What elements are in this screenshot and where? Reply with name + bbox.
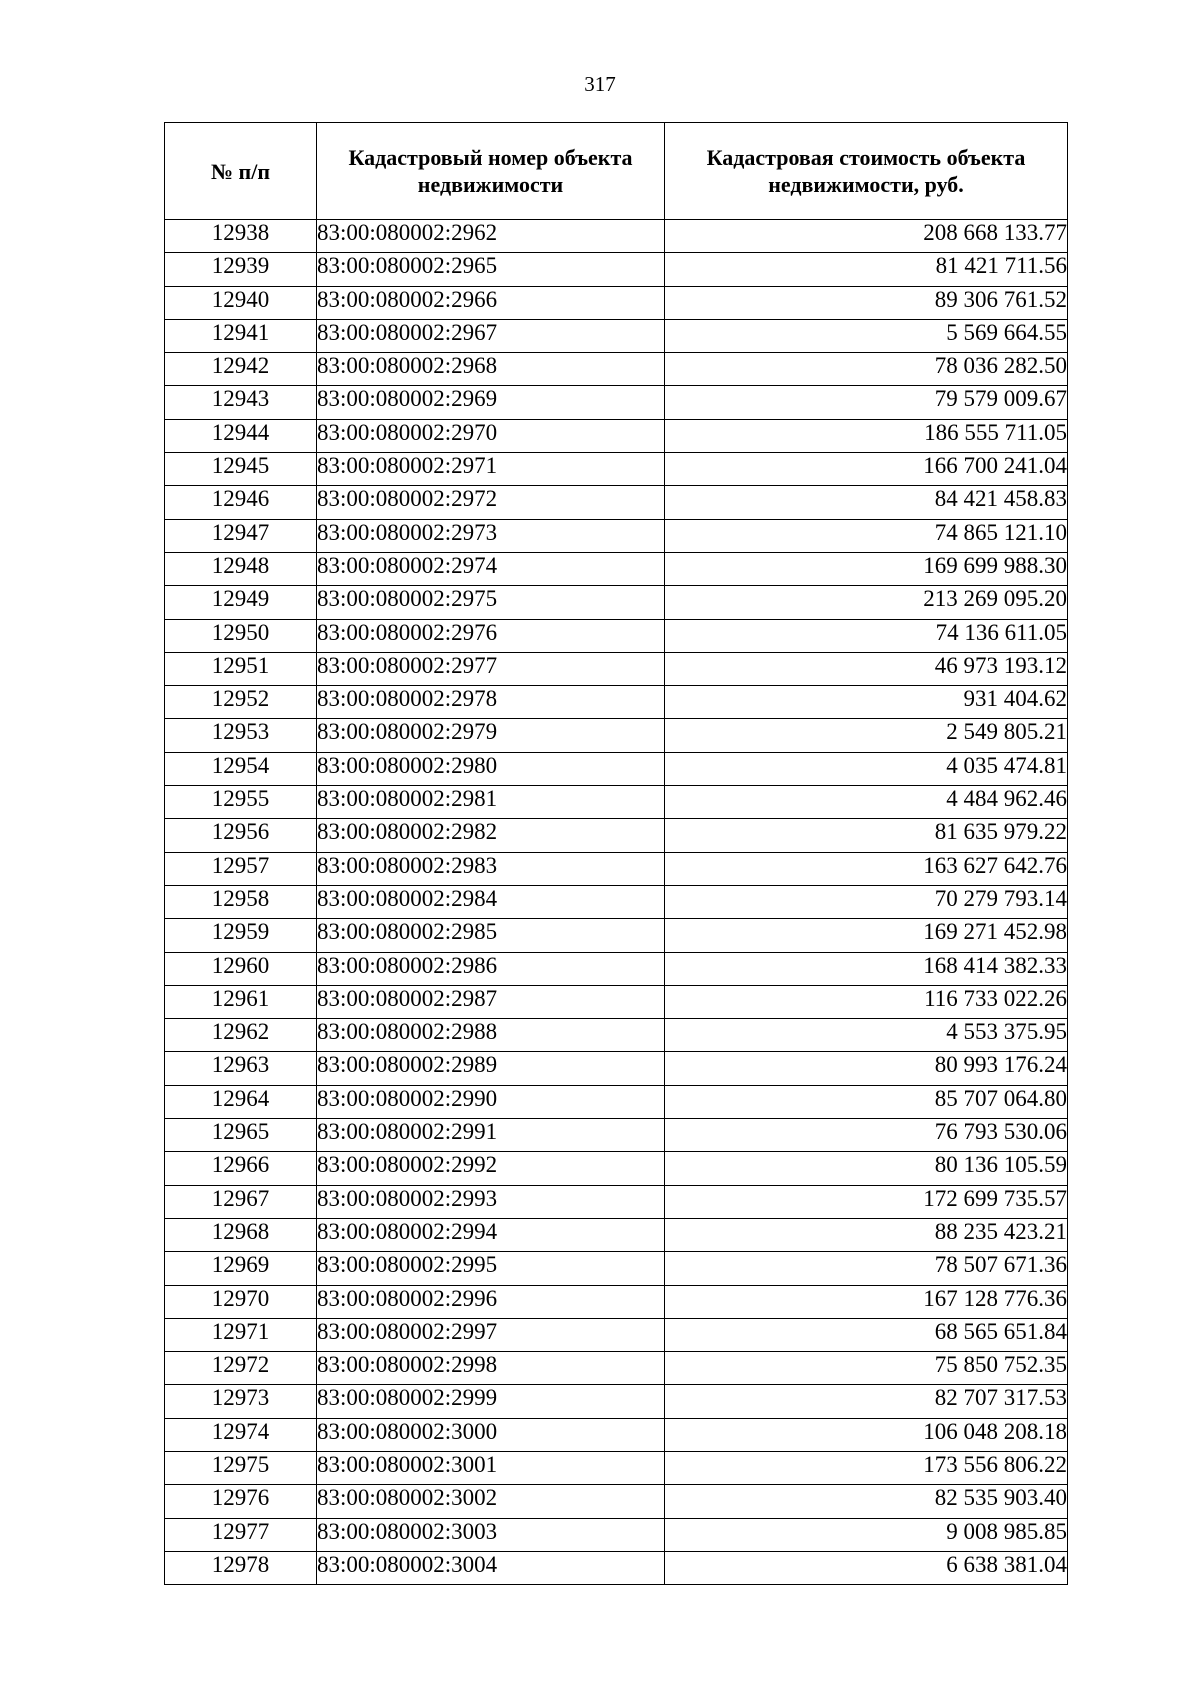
row-number: 12965 — [165, 1119, 317, 1152]
cadastral-value: 68 565 651.84 — [665, 1318, 1068, 1351]
row-number: 12945 — [165, 453, 317, 486]
row-number: 12941 — [165, 319, 317, 352]
row-number: 12942 — [165, 353, 317, 386]
cadastral-value: 70 279 793.14 — [665, 885, 1068, 918]
cadastral-number: 83:00:080002:2985 — [317, 919, 665, 952]
cadastral-value: 81 635 979.22 — [665, 819, 1068, 852]
row-number: 12940 — [165, 286, 317, 319]
cadastral-number: 83:00:080002:2998 — [317, 1352, 665, 1385]
cadastral-number: 83:00:080002:2993 — [317, 1185, 665, 1218]
cadastral-number: 83:00:080002:2962 — [317, 220, 665, 253]
table-row — [165, 586, 1068, 619]
cadastral-number: 83:00:080002:2979 — [317, 719, 665, 752]
cadastral-value: 78 507 671.36 — [665, 1252, 1068, 1285]
row-number: 12973 — [165, 1385, 317, 1418]
cadastral-value: 79 579 009.67 — [665, 386, 1068, 419]
row-number: 12960 — [165, 952, 317, 985]
cadastral-value: 5 569 664.55 — [665, 319, 1068, 352]
cadastral-number: 83:00:080002:2970 — [317, 419, 665, 452]
cadastral-number: 83:00:080002:2986 — [317, 952, 665, 985]
cadastral-number: 83:00:080002:2969 — [317, 386, 665, 419]
table-row — [165, 1185, 1068, 1218]
cadastral-value: 167 128 776.36 — [665, 1285, 1068, 1318]
cadastral-value: 80 136 105.59 — [665, 1152, 1068, 1185]
cadastral-value: 46 973 193.12 — [665, 652, 1068, 685]
table-row — [165, 1451, 1068, 1484]
table-row — [165, 1152, 1068, 1185]
row-number: 12956 — [165, 819, 317, 852]
row-number: 12939 — [165, 253, 317, 286]
row-number: 12949 — [165, 586, 317, 619]
row-number: 12978 — [165, 1551, 317, 1584]
cadastral-value: 186 555 711.05 — [665, 419, 1068, 452]
cadastral-number: 83:00:080002:2977 — [317, 652, 665, 685]
cadastral-number: 83:00:080002:2974 — [317, 552, 665, 585]
cadastral-value: 163 627 642.76 — [665, 852, 1068, 885]
cadastral-value-table — [164, 122, 1068, 1585]
cadastral-number: 83:00:080002:2982 — [317, 819, 665, 852]
cadastral-value: 4 035 474.81 — [665, 752, 1068, 785]
cadastral-number: 83:00:080002:3001 — [317, 1451, 665, 1484]
table-row — [165, 1285, 1068, 1318]
cadastral-value: 78 036 282.50 — [665, 353, 1068, 386]
table-row — [165, 985, 1068, 1018]
row-number: 12957 — [165, 852, 317, 885]
row-number: 12954 — [165, 752, 317, 785]
cadastral-number: 83:00:080002:2966 — [317, 286, 665, 319]
row-number: 12970 — [165, 1285, 317, 1318]
cadastral-number: 83:00:080002:2989 — [317, 1052, 665, 1085]
table-row — [165, 1218, 1068, 1251]
cadastral-number: 83:00:080002:2999 — [317, 1385, 665, 1418]
row-number: 12971 — [165, 1318, 317, 1351]
cadastral-number: 83:00:080002:3004 — [317, 1551, 665, 1584]
cadastral-number: 83:00:080002:2987 — [317, 985, 665, 1018]
row-number: 12953 — [165, 719, 317, 752]
cadastral-number: 83:00:080002:2973 — [317, 519, 665, 552]
table-row — [165, 1551, 1068, 1584]
cadastral-value: 208 668 133.77 — [665, 220, 1068, 253]
table-row — [165, 686, 1068, 719]
table-row — [165, 386, 1068, 419]
cadastral-value: 166 700 241.04 — [665, 453, 1068, 486]
cadastral-number: 83:00:080002:2981 — [317, 786, 665, 819]
cadastral-value: 84 421 458.83 — [665, 486, 1068, 519]
cadastral-number: 83:00:080002:2992 — [317, 1152, 665, 1185]
row-number: 12950 — [165, 619, 317, 652]
cadastral-value: 82 535 903.40 — [665, 1485, 1068, 1518]
row-number: 12975 — [165, 1451, 317, 1484]
cadastral-number: 83:00:080002:2988 — [317, 1019, 665, 1052]
cadastral-number: 83:00:080002:2984 — [317, 885, 665, 918]
cadastral-number: 83:00:080002:2975 — [317, 586, 665, 619]
table-row — [165, 1485, 1068, 1518]
cadastral-value: 4 553 375.95 — [665, 1019, 1068, 1052]
cadastral-number: 83:00:080002:2997 — [317, 1318, 665, 1351]
table-row — [165, 652, 1068, 685]
table-row — [165, 1019, 1068, 1052]
row-number: 12963 — [165, 1052, 317, 1085]
cadastral-number: 83:00:080002:2995 — [317, 1252, 665, 1285]
row-number: 12972 — [165, 1352, 317, 1385]
table-row — [165, 1119, 1068, 1152]
row-number: 12955 — [165, 786, 317, 819]
table-row — [165, 1418, 1068, 1451]
cadastral-value: 82 707 317.53 — [665, 1385, 1068, 1418]
cadastral-number: 83:00:080002:2967 — [317, 319, 665, 352]
row-number: 12944 — [165, 419, 317, 452]
cadastral-value: 81 421 711.56 — [665, 253, 1068, 286]
cadastral-value: 4 484 962.46 — [665, 786, 1068, 819]
row-number: 12948 — [165, 552, 317, 585]
header-num: № п/п — [165, 123, 317, 220]
row-number: 12943 — [165, 386, 317, 419]
table-row — [165, 1085, 1068, 1118]
table-row — [165, 819, 1068, 852]
header-cadastral-value: Кадастровая стоимость объекта недвижимости, руб. — [665, 123, 1068, 220]
header-cadastral-number: Кадастровый номер объекта недвижимости — [317, 123, 665, 220]
table-row — [165, 353, 1068, 386]
row-number: 12968 — [165, 1218, 317, 1251]
table-row — [165, 786, 1068, 819]
cadastral-value: 931 404.62 — [665, 686, 1068, 719]
cadastral-value: 89 306 761.52 — [665, 286, 1068, 319]
cadastral-value: 74 136 611.05 — [665, 619, 1068, 652]
cadastral-value: 106 048 208.18 — [665, 1418, 1068, 1451]
row-number: 12967 — [165, 1185, 317, 1218]
cadastral-value: 116 733 022.26 — [665, 985, 1068, 1018]
cadastral-number: 83:00:080002:2980 — [317, 752, 665, 785]
row-number: 12961 — [165, 985, 317, 1018]
cadastral-number: 83:00:080002:2990 — [317, 1085, 665, 1118]
cadastral-number: 83:00:080002:2971 — [317, 453, 665, 486]
cadastral-value: 6 638 381.04 — [665, 1551, 1068, 1584]
row-number: 12951 — [165, 652, 317, 685]
cadastral-number: 83:00:080002:3000 — [317, 1418, 665, 1451]
cadastral-number: 83:00:080002:2996 — [317, 1285, 665, 1318]
row-number: 12959 — [165, 919, 317, 952]
table-row — [165, 719, 1068, 752]
table-row — [165, 286, 1068, 319]
row-number: 12946 — [165, 486, 317, 519]
cadastral-number: 83:00:080002:2972 — [317, 486, 665, 519]
row-number: 12962 — [165, 1019, 317, 1052]
table-row — [165, 220, 1068, 253]
table-row — [165, 952, 1068, 985]
cadastral-value: 213 269 095.20 — [665, 586, 1068, 619]
table-row — [165, 419, 1068, 452]
row-number: 12974 — [165, 1418, 317, 1451]
cadastral-number: 83:00:080002:2976 — [317, 619, 665, 652]
row-number: 12952 — [165, 686, 317, 719]
row-number: 12938 — [165, 220, 317, 253]
table-row — [165, 486, 1068, 519]
table-row — [165, 453, 1068, 486]
cadastral-number: 83:00:080002:2978 — [317, 686, 665, 719]
row-number: 12947 — [165, 519, 317, 552]
table-row — [165, 1318, 1068, 1351]
table-body — [165, 220, 1068, 1585]
table-row — [165, 752, 1068, 785]
cadastral-number: 83:00:080002:2994 — [317, 1218, 665, 1251]
table-row — [165, 253, 1068, 286]
table-row — [165, 619, 1068, 652]
cadastral-number: 83:00:080002:3002 — [317, 1485, 665, 1518]
cadastral-value: 2 549 805.21 — [665, 719, 1068, 752]
cadastral-value: 80 993 176.24 — [665, 1052, 1068, 1085]
table-row — [165, 319, 1068, 352]
cadastral-value: 169 271 452.98 — [665, 919, 1068, 952]
page-number: 317 — [584, 72, 616, 96]
cadastral-number: 83:00:080002:2983 — [317, 852, 665, 885]
row-number: 12958 — [165, 885, 317, 918]
table-row — [165, 852, 1068, 885]
row-number: 12969 — [165, 1252, 317, 1285]
cadastral-value: 85 707 064.80 — [665, 1085, 1068, 1118]
cadastral-number: 83:00:080002:2965 — [317, 253, 665, 286]
cadastral-number: 83:00:080002:2968 — [317, 353, 665, 386]
cadastral-value: 173 556 806.22 — [665, 1451, 1068, 1484]
cadastral-value: 9 008 985.85 — [665, 1518, 1068, 1551]
cadastral-number: 83:00:080002:3003 — [317, 1518, 665, 1551]
table-row — [165, 885, 1068, 918]
cadastral-value: 169 699 988.30 — [665, 552, 1068, 585]
row-number: 12977 — [165, 1518, 317, 1551]
table-header-row — [165, 123, 1068, 220]
cadastral-value: 172 699 735.57 — [665, 1185, 1068, 1218]
table-row — [165, 919, 1068, 952]
cadastral-value: 88 235 423.21 — [665, 1218, 1068, 1251]
cadastral-value: 75 850 752.35 — [665, 1352, 1068, 1385]
cadastral-value: 74 865 121.10 — [665, 519, 1068, 552]
table-row — [165, 1385, 1068, 1418]
row-number: 12976 — [165, 1485, 317, 1518]
table-row — [165, 1252, 1068, 1285]
row-number: 12964 — [165, 1085, 317, 1118]
table-row — [165, 552, 1068, 585]
table-row — [165, 1352, 1068, 1385]
table-row — [165, 1518, 1068, 1551]
cadastral-value: 76 793 530.06 — [665, 1119, 1068, 1152]
table-row — [165, 519, 1068, 552]
row-number: 12966 — [165, 1152, 317, 1185]
table-row — [165, 1052, 1068, 1085]
cadastral-value: 168 414 382.33 — [665, 952, 1068, 985]
cadastral-number: 83:00:080002:2991 — [317, 1119, 665, 1152]
